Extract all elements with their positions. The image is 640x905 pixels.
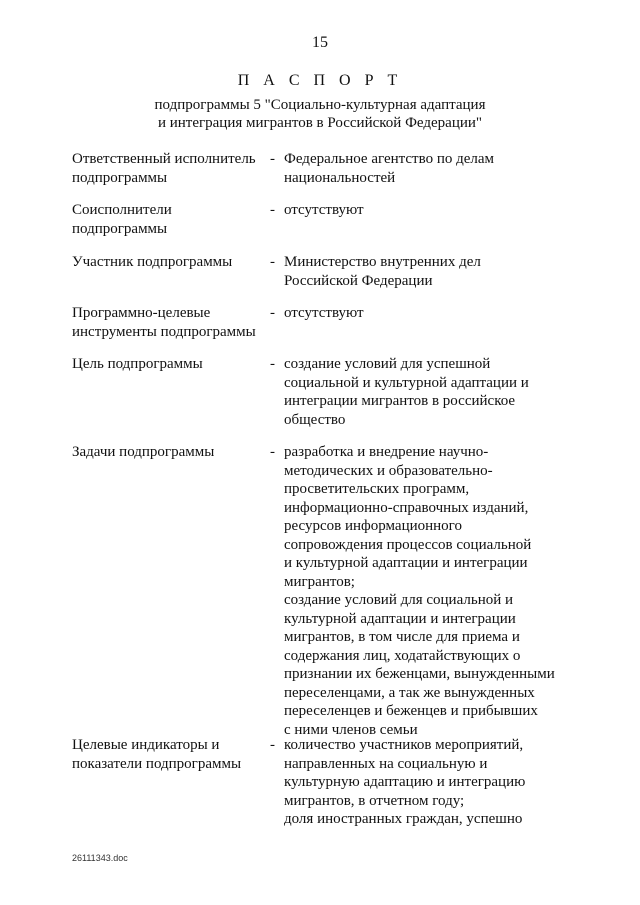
value-line: интеграции мигрантов в российское bbox=[284, 393, 516, 409]
value-line: с ними членов семьи bbox=[284, 721, 418, 738]
value-line: просветительских программ, bbox=[284, 481, 470, 497]
row-value bbox=[284, 443, 574, 739]
value-line: создание условий для успешной bbox=[284, 356, 491, 372]
label-line: подпрограммы bbox=[72, 220, 168, 237]
page-number: 15 bbox=[312, 34, 328, 51]
footer-file-code: 26111343.doc bbox=[72, 853, 128, 863]
value-line: доля иностранных граждан, успешно bbox=[284, 811, 523, 827]
value-line: направленных на социальную и bbox=[284, 755, 488, 772]
row-dash: - bbox=[270, 254, 275, 270]
value-line: национальностей bbox=[284, 169, 396, 186]
row-dash: - bbox=[270, 151, 275, 167]
value-line: информационно-справочных изданий, bbox=[284, 499, 529, 516]
row-dash: - bbox=[270, 444, 275, 460]
value-line: социальной и культурной адаптации и bbox=[284, 374, 529, 391]
document-title: П А С П О Р Т bbox=[237, 72, 403, 89]
row-value bbox=[284, 150, 574, 187]
row-value bbox=[284, 253, 574, 290]
row-dash: - bbox=[270, 356, 275, 372]
label-line: Ответственный исполнитель bbox=[72, 151, 256, 167]
label-line: подпрограммы bbox=[72, 169, 168, 186]
value-line: отсутствуют bbox=[284, 305, 364, 321]
row-label bbox=[72, 355, 267, 374]
subtitle-line: подпрограммы 5 "Социально-культурная адаптация bbox=[154, 97, 486, 113]
row-label bbox=[72, 253, 267, 272]
value-line: мигрантов, в отчетном году; bbox=[284, 792, 465, 809]
row-label bbox=[72, 150, 267, 187]
label-line: Целевые индикаторы и bbox=[72, 737, 220, 753]
document-subtitle bbox=[0, 96, 640, 132]
value-line: отсутствуют bbox=[284, 202, 364, 218]
subtitle-line: и интеграция мигрантов в Российской Федерации" bbox=[157, 115, 483, 131]
label-line: Участник подпрограммы bbox=[72, 254, 233, 270]
value-line: методических и образовательно- bbox=[284, 462, 493, 479]
value-line: переселенцев и беженцев и прибывших bbox=[284, 703, 538, 719]
label-line: Цель подпрограммы bbox=[72, 356, 203, 372]
row-dash: - bbox=[270, 737, 275, 753]
value-line: Федеральное агентство по делам bbox=[284, 151, 495, 167]
value-line: общество bbox=[284, 411, 346, 428]
value-line: мигрантов, в том числе для приема и bbox=[284, 629, 520, 645]
row-value bbox=[284, 736, 574, 829]
value-line: Российской Федерации bbox=[284, 272, 433, 289]
value-line: культурную адаптацию и интеграцию bbox=[284, 774, 526, 790]
row-value bbox=[284, 201, 574, 220]
row-dash: - bbox=[270, 202, 275, 218]
value-line: содержания лиц, ходатайствующих о bbox=[284, 647, 521, 664]
value-line: сопровождения процессов социальной bbox=[284, 536, 532, 553]
row-value bbox=[284, 304, 574, 323]
label-line: Задачи подпрограммы bbox=[72, 444, 215, 460]
label-line: инструменты подпрограммы bbox=[72, 323, 256, 340]
value-line: ресурсов информационного bbox=[284, 518, 462, 534]
row-value bbox=[284, 355, 574, 429]
value-line: и культурной адаптации и интеграции bbox=[284, 555, 528, 571]
value-line: переселенцами, а так же вынужденных bbox=[284, 684, 535, 701]
value-line: создание условий для социальной и bbox=[284, 592, 514, 608]
value-line: культурной адаптации и интеграции bbox=[284, 610, 516, 627]
row-dash: - bbox=[270, 305, 275, 321]
value-line: признании их беженцами, вынужденными bbox=[284, 666, 555, 682]
row-label bbox=[72, 443, 267, 462]
value-line: Министерство внутренних дел bbox=[284, 254, 481, 270]
label-line: Соисполнители bbox=[72, 202, 172, 218]
row-label bbox=[72, 304, 267, 341]
row-label bbox=[72, 201, 267, 238]
label-line: показатели подпрограммы bbox=[72, 755, 242, 772]
value-line: количество участников мероприятий, bbox=[284, 737, 524, 753]
value-line: мигрантов; bbox=[284, 573, 355, 590]
row-label bbox=[72, 736, 267, 773]
value-line: разработка и внедрение научно- bbox=[284, 444, 489, 460]
label-line: Программно-целевые bbox=[72, 305, 211, 321]
